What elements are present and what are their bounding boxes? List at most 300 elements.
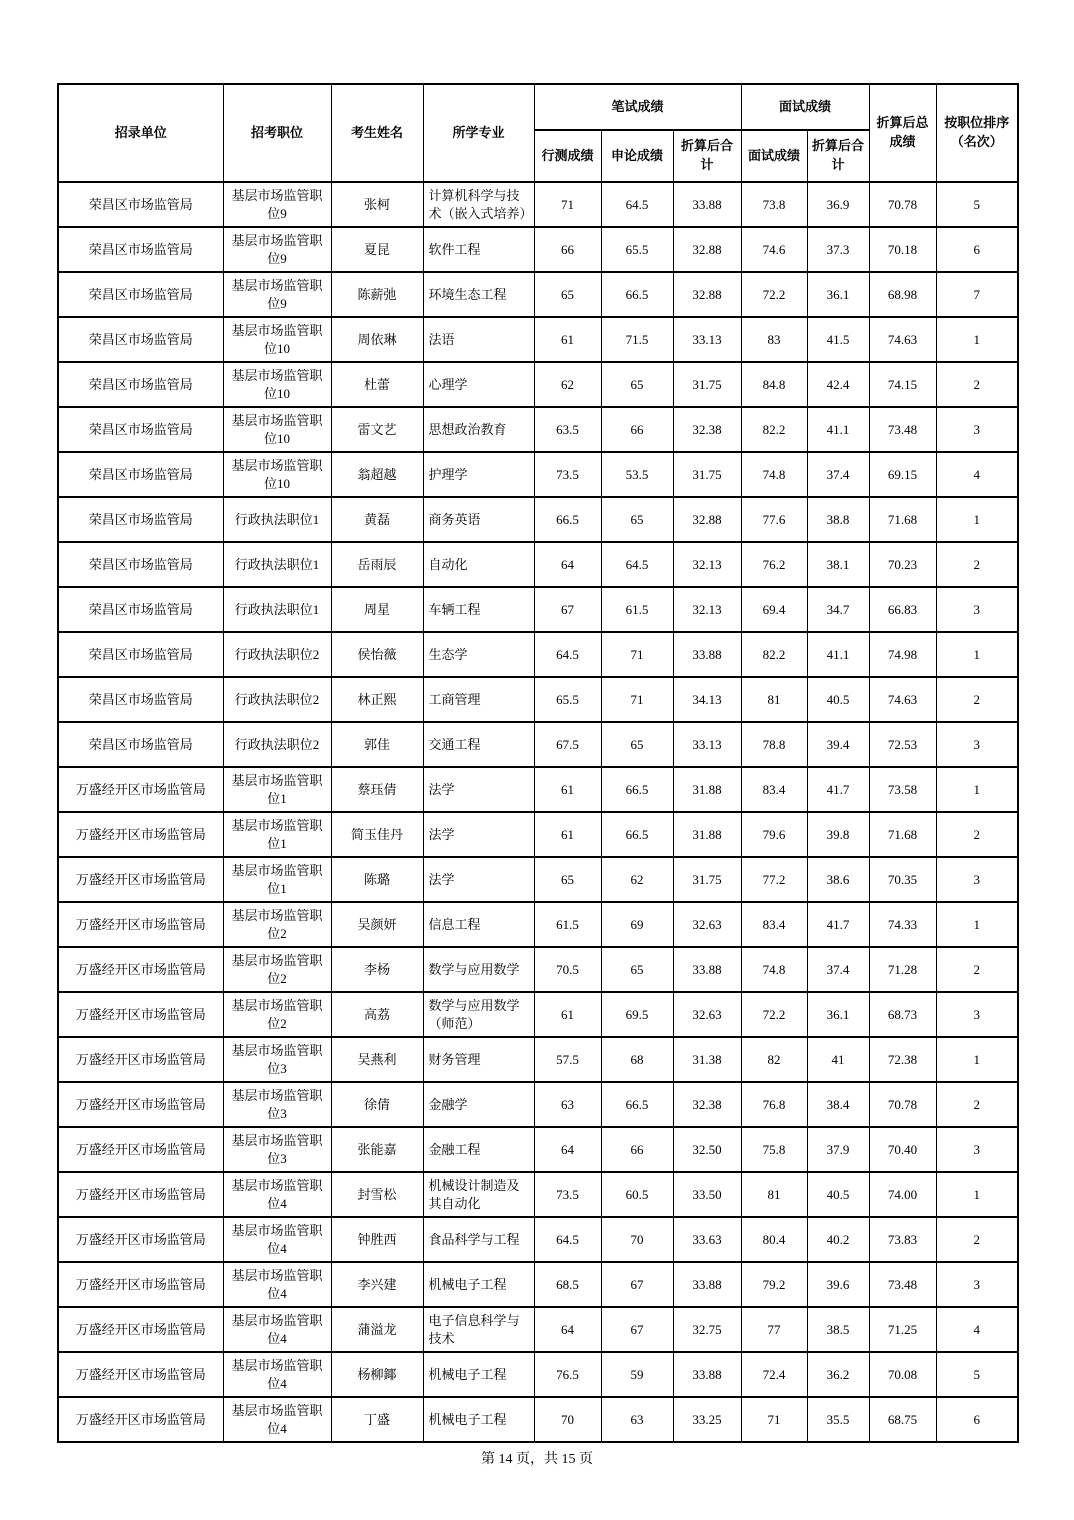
cell-total-score: 73.48	[869, 1262, 936, 1307]
cell-interview-score: 79.6	[741, 812, 807, 857]
cell-rank: 2	[936, 542, 1018, 587]
cell-candidate-name: 蔡珏倩	[331, 767, 423, 812]
cell-unit: 荣昌区市场监管局	[58, 587, 223, 632]
cell-total-score: 71.25	[869, 1307, 936, 1352]
cell-major: 计算机科学与技术（嵌入式培养）	[423, 182, 534, 227]
cell-rank: 7	[936, 272, 1018, 317]
cell-written-converted: 32.88	[673, 497, 741, 542]
table-row	[58, 182, 1018, 227]
cell-total-score: 72.38	[869, 1037, 936, 1082]
cell-shenlun-score: 67	[601, 1262, 673, 1307]
cell-position: 基层市场监管职位2	[223, 992, 331, 1037]
cell-shenlun-score: 61.5	[601, 587, 673, 632]
cell-unit: 万盛经开区市场监管局	[58, 857, 223, 902]
cell-position: 基层市场监管职位10	[223, 407, 331, 452]
cell-candidate-name: 简玉佳丹	[331, 812, 423, 857]
cell-major: 软件工程	[423, 227, 534, 272]
cell-candidate-name: 陈璐	[331, 857, 423, 902]
cell-interview-score: 72.2	[741, 992, 807, 1037]
cell-interview-converted: 41.1	[807, 407, 869, 452]
col-header-candidate-name: 考生姓名	[331, 84, 423, 182]
cell-xingce-score: 66.5	[534, 497, 601, 542]
cell-interview-score: 78.8	[741, 722, 807, 767]
cell-shenlun-score: 71.5	[601, 317, 673, 362]
table-row	[58, 722, 1018, 767]
table-row	[58, 227, 1018, 272]
cell-position: 基层市场监管职位3	[223, 1037, 331, 1082]
cell-xingce-score: 67	[534, 587, 601, 632]
cell-interview-score: 79.2	[741, 1262, 807, 1307]
cell-xingce-score: 70	[534, 1397, 601, 1442]
cell-unit: 荣昌区市场监管局	[58, 182, 223, 227]
cell-position: 基层市场监管职位2	[223, 902, 331, 947]
cell-major: 金融学	[423, 1082, 534, 1127]
cell-unit: 荣昌区市场监管局	[58, 407, 223, 452]
table-row	[58, 497, 1018, 542]
cell-interview-score: 77.2	[741, 857, 807, 902]
cell-rank: 2	[936, 362, 1018, 407]
cell-shenlun-score: 64.5	[601, 182, 673, 227]
col-header-shenlun-score: 申论成绩	[601, 130, 673, 182]
cell-unit: 万盛经开区市场监管局	[58, 1172, 223, 1217]
cell-interview-converted: 38.1	[807, 542, 869, 587]
cell-written-converted: 31.75	[673, 362, 741, 407]
cell-major: 工商管理	[423, 677, 534, 722]
cell-candidate-name: 封雪松	[331, 1172, 423, 1217]
cell-candidate-name: 黄磊	[331, 497, 423, 542]
cell-position: 基层市场监管职位3	[223, 1082, 331, 1127]
cell-written-converted: 33.88	[673, 1352, 741, 1397]
table-header	[58, 84, 1018, 182]
cell-shenlun-score: 65	[601, 947, 673, 992]
table-row	[58, 587, 1018, 632]
cell-shenlun-score: 65.5	[601, 227, 673, 272]
cell-position: 行政执法职位1	[223, 587, 331, 632]
table-row	[58, 1082, 1018, 1127]
cell-interview-converted: 40.5	[807, 1172, 869, 1217]
cell-interview-converted: 40.2	[807, 1217, 869, 1262]
cell-unit: 万盛经开区市场监管局	[58, 902, 223, 947]
col-group-interview-score: 面试成绩	[741, 84, 869, 130]
cell-interview-converted: 37.4	[807, 452, 869, 497]
cell-rank: 3	[936, 587, 1018, 632]
cell-total-score: 70.08	[869, 1352, 936, 1397]
cell-unit: 万盛经开区市场监管局	[58, 1127, 223, 1172]
cell-xingce-score: 73.5	[534, 1172, 601, 1217]
col-header-written-converted: 折算后合计	[673, 130, 741, 182]
col-header-unit: 招录单位	[58, 84, 223, 182]
cell-major: 数学与应用数学（师范）	[423, 992, 534, 1037]
cell-position: 基层市场监管职位4	[223, 1352, 331, 1397]
cell-candidate-name: 周星	[331, 587, 423, 632]
cell-interview-converted: 41.7	[807, 767, 869, 812]
cell-interview-converted: 39.4	[807, 722, 869, 767]
cell-candidate-name: 李兴建	[331, 1262, 423, 1307]
table-row	[58, 812, 1018, 857]
cell-rank: 4	[936, 1307, 1018, 1352]
cell-total-score: 68.98	[869, 272, 936, 317]
cell-interview-converted: 41.1	[807, 632, 869, 677]
cell-interview-score: 76.2	[741, 542, 807, 587]
table-row	[58, 542, 1018, 587]
cell-total-score: 71.68	[869, 812, 936, 857]
cell-written-converted: 33.13	[673, 722, 741, 767]
cell-interview-score: 82	[741, 1037, 807, 1082]
cell-unit: 荣昌区市场监管局	[58, 227, 223, 272]
cell-written-converted: 32.75	[673, 1307, 741, 1352]
table-row	[58, 272, 1018, 317]
score-table	[57, 83, 1019, 1443]
cell-position: 基层市场监管职位2	[223, 947, 331, 992]
cell-unit: 荣昌区市场监管局	[58, 632, 223, 677]
cell-candidate-name: 蒲溢龙	[331, 1307, 423, 1352]
cell-position: 基层市场监管职位4	[223, 1172, 331, 1217]
page-number-footer: 第 14 页，共 15 页	[481, 1452, 593, 1467]
cell-total-score: 70.23	[869, 542, 936, 587]
cell-interview-score: 77.6	[741, 497, 807, 542]
cell-interview-converted: 39.6	[807, 1262, 869, 1307]
cell-interview-converted: 36.1	[807, 272, 869, 317]
cell-total-score: 70.78	[869, 182, 936, 227]
cell-position: 行政执法职位2	[223, 632, 331, 677]
cell-interview-score: 74.6	[741, 227, 807, 272]
cell-candidate-name: 吴燕利	[331, 1037, 423, 1082]
cell-unit: 荣昌区市场监管局	[58, 722, 223, 767]
cell-interview-converted: 34.7	[807, 587, 869, 632]
cell-interview-score: 81	[741, 677, 807, 722]
cell-major: 信息工程	[423, 902, 534, 947]
cell-shenlun-score: 62	[601, 857, 673, 902]
cell-major: 环境生态工程	[423, 272, 534, 317]
cell-rank: 1	[936, 767, 1018, 812]
cell-interview-score: 76.8	[741, 1082, 807, 1127]
cell-total-score: 68.73	[869, 992, 936, 1037]
cell-interview-score: 71	[741, 1397, 807, 1442]
cell-major: 机械电子工程	[423, 1397, 534, 1442]
cell-major: 思想政治教育	[423, 407, 534, 452]
table-row	[58, 902, 1018, 947]
cell-interview-converted: 36.1	[807, 992, 869, 1037]
cell-total-score: 71.28	[869, 947, 936, 992]
cell-interview-score: 83	[741, 317, 807, 362]
cell-shenlun-score: 64.5	[601, 542, 673, 587]
cell-unit: 荣昌区市场监管局	[58, 677, 223, 722]
cell-interview-score: 81	[741, 1172, 807, 1217]
cell-rank: 1	[936, 1037, 1018, 1082]
cell-written-converted: 34.13	[673, 677, 741, 722]
cell-written-converted: 32.63	[673, 902, 741, 947]
cell-xingce-score: 73.5	[534, 452, 601, 497]
cell-unit: 荣昌区市场监管局	[58, 497, 223, 542]
cell-unit: 万盛经开区市场监管局	[58, 1217, 223, 1262]
cell-unit: 万盛经开区市场监管局	[58, 1307, 223, 1352]
cell-interview-converted: 38.8	[807, 497, 869, 542]
cell-written-converted: 32.63	[673, 992, 741, 1037]
cell-total-score: 74.98	[869, 632, 936, 677]
cell-position: 基层市场监管职位4	[223, 1307, 331, 1352]
cell-total-score: 70.18	[869, 227, 936, 272]
cell-interview-converted: 38.5	[807, 1307, 869, 1352]
cell-candidate-name: 李杨	[331, 947, 423, 992]
cell-interview-converted: 37.9	[807, 1127, 869, 1172]
cell-major: 法语	[423, 317, 534, 362]
table-row	[58, 1037, 1018, 1082]
cell-xingce-score: 76.5	[534, 1352, 601, 1397]
cell-candidate-name: 岳雨辰	[331, 542, 423, 587]
cell-major: 心理学	[423, 362, 534, 407]
cell-written-converted: 31.75	[673, 857, 741, 902]
cell-position: 基层市场监管职位4	[223, 1262, 331, 1307]
cell-written-converted: 31.75	[673, 452, 741, 497]
cell-interview-converted: 41	[807, 1037, 869, 1082]
table-row	[58, 362, 1018, 407]
cell-written-converted: 32.88	[673, 227, 741, 272]
cell-position: 行政执法职位1	[223, 542, 331, 587]
cell-shenlun-score: 66	[601, 407, 673, 452]
cell-interview-score: 74.8	[741, 947, 807, 992]
cell-unit: 万盛经开区市场监管局	[58, 1037, 223, 1082]
cell-rank: 2	[936, 677, 1018, 722]
cell-interview-score: 77	[741, 1307, 807, 1352]
cell-xingce-score: 63.5	[534, 407, 601, 452]
cell-shenlun-score: 69	[601, 902, 673, 947]
cell-major: 食品科学与工程	[423, 1217, 534, 1262]
cell-total-score: 73.83	[869, 1217, 936, 1262]
cell-written-converted: 32.50	[673, 1127, 741, 1172]
cell-major: 护理学	[423, 452, 534, 497]
cell-interview-score: 82.2	[741, 632, 807, 677]
cell-unit: 荣昌区市场监管局	[58, 362, 223, 407]
table-row	[58, 1307, 1018, 1352]
cell-written-converted: 32.88	[673, 272, 741, 317]
cell-written-converted: 31.38	[673, 1037, 741, 1082]
cell-rank: 3	[936, 722, 1018, 767]
cell-xingce-score: 65	[534, 857, 601, 902]
cell-unit: 万盛经开区市场监管局	[58, 1397, 223, 1442]
cell-xingce-score: 61	[534, 992, 601, 1037]
cell-candidate-name: 陈薪弛	[331, 272, 423, 317]
cell-written-converted: 33.50	[673, 1172, 741, 1217]
cell-interview-converted: 41.5	[807, 317, 869, 362]
cell-interview-score: 75.8	[741, 1127, 807, 1172]
cell-total-score: 74.15	[869, 362, 936, 407]
cell-candidate-name: 徐倩	[331, 1082, 423, 1127]
cell-rank: 3	[936, 1262, 1018, 1307]
cell-major: 车辆工程	[423, 587, 534, 632]
cell-position: 基层市场监管职位9	[223, 227, 331, 272]
cell-written-converted: 33.88	[673, 1262, 741, 1307]
cell-unit: 荣昌区市场监管局	[58, 272, 223, 317]
cell-interview-score: 80.4	[741, 1217, 807, 1262]
cell-interview-converted: 42.4	[807, 362, 869, 407]
cell-xingce-score: 61	[534, 767, 601, 812]
cell-unit: 荣昌区市场监管局	[58, 317, 223, 362]
cell-position: 行政执法职位1	[223, 497, 331, 542]
cell-major: 财务管理	[423, 1037, 534, 1082]
cell-shenlun-score: 66.5	[601, 812, 673, 857]
cell-rank: 3	[936, 1127, 1018, 1172]
cell-written-converted: 33.88	[673, 182, 741, 227]
cell-total-score: 71.68	[869, 497, 936, 542]
cell-interview-converted: 36.9	[807, 182, 869, 227]
cell-rank: 2	[936, 1217, 1018, 1262]
cell-position: 基层市场监管职位9	[223, 272, 331, 317]
cell-total-score: 73.48	[869, 407, 936, 452]
cell-rank: 1	[936, 1172, 1018, 1217]
cell-written-converted: 32.13	[673, 542, 741, 587]
cell-candidate-name: 杨柳鎁	[331, 1352, 423, 1397]
cell-rank: 5	[936, 182, 1018, 227]
table-row	[58, 677, 1018, 722]
cell-candidate-name: 丁盛	[331, 1397, 423, 1442]
cell-rank: 2	[936, 947, 1018, 992]
table-row	[58, 632, 1018, 677]
cell-xingce-score: 65	[534, 272, 601, 317]
cell-interview-score: 69.4	[741, 587, 807, 632]
cell-shenlun-score: 66.5	[601, 767, 673, 812]
cell-candidate-name: 郭佳	[331, 722, 423, 767]
cell-major: 生态学	[423, 632, 534, 677]
cell-major: 法学	[423, 812, 534, 857]
cell-xingce-score: 68.5	[534, 1262, 601, 1307]
table-row	[58, 1262, 1018, 1307]
cell-written-converted: 31.88	[673, 767, 741, 812]
cell-rank: 5	[936, 1352, 1018, 1397]
cell-xingce-score: 61	[534, 317, 601, 362]
cell-major: 机械电子工程	[423, 1262, 534, 1307]
table-row	[58, 1352, 1018, 1397]
cell-candidate-name: 杜蕾	[331, 362, 423, 407]
table-row	[58, 452, 1018, 497]
col-header-total-score: 折算后总成绩	[869, 84, 936, 182]
cell-interview-converted: 37.4	[807, 947, 869, 992]
cell-position: 基层市场监管职位10	[223, 362, 331, 407]
cell-major: 数学与应用数学	[423, 947, 534, 992]
table-body	[58, 182, 1018, 1442]
cell-rank: 2	[936, 1082, 1018, 1127]
table-row	[58, 947, 1018, 992]
cell-xingce-score: 67.5	[534, 722, 601, 767]
cell-xingce-score: 62	[534, 362, 601, 407]
cell-interview-score: 72.4	[741, 1352, 807, 1397]
cell-rank: 1	[936, 317, 1018, 362]
table-row	[58, 992, 1018, 1037]
cell-unit: 万盛经开区市场监管局	[58, 767, 223, 812]
cell-position: 基层市场监管职位10	[223, 317, 331, 362]
cell-written-converted: 32.38	[673, 1082, 741, 1127]
cell-position: 基层市场监管职位10	[223, 452, 331, 497]
cell-interview-score: 82.2	[741, 407, 807, 452]
cell-written-converted: 33.63	[673, 1217, 741, 1262]
cell-interview-score: 83.4	[741, 902, 807, 947]
cell-position: 行政执法职位2	[223, 722, 331, 767]
cell-position: 基层市场监管职位1	[223, 857, 331, 902]
cell-rank: 4	[936, 452, 1018, 497]
cell-total-score: 70.40	[869, 1127, 936, 1172]
cell-rank: 1	[936, 632, 1018, 677]
cell-rank: 1	[936, 902, 1018, 947]
cell-xingce-score: 71	[534, 182, 601, 227]
cell-interview-score: 73.8	[741, 182, 807, 227]
cell-candidate-name: 夏昆	[331, 227, 423, 272]
cell-shenlun-score: 70	[601, 1217, 673, 1262]
cell-xingce-score: 66	[534, 227, 601, 272]
cell-position: 基层市场监管职位9	[223, 182, 331, 227]
cell-interview-converted: 35.5	[807, 1397, 869, 1442]
cell-interview-converted: 41.7	[807, 902, 869, 947]
cell-written-converted: 33.25	[673, 1397, 741, 1442]
cell-total-score: 70.78	[869, 1082, 936, 1127]
cell-candidate-name: 张能嘉	[331, 1127, 423, 1172]
cell-xingce-score: 64	[534, 1307, 601, 1352]
cell-interview-converted: 38.6	[807, 857, 869, 902]
cell-xingce-score: 61.5	[534, 902, 601, 947]
cell-position: 行政执法职位2	[223, 677, 331, 722]
cell-shenlun-score: 59	[601, 1352, 673, 1397]
cell-interview-converted: 36.2	[807, 1352, 869, 1397]
cell-rank: 6	[936, 1397, 1018, 1442]
cell-written-converted: 31.88	[673, 812, 741, 857]
table-row	[58, 1172, 1018, 1217]
cell-shenlun-score: 68	[601, 1037, 673, 1082]
cell-shenlun-score: 60.5	[601, 1172, 673, 1217]
cell-interview-converted: 37.3	[807, 227, 869, 272]
col-group-written-score: 笔试成绩	[534, 84, 741, 130]
cell-position: 基层市场监管职位1	[223, 812, 331, 857]
cell-interview-score: 74.8	[741, 452, 807, 497]
cell-position: 基层市场监管职位4	[223, 1397, 331, 1442]
cell-major: 法学	[423, 767, 534, 812]
table-row	[58, 1217, 1018, 1262]
cell-candidate-name: 周依琳	[331, 317, 423, 362]
cell-position: 基层市场监管职位3	[223, 1127, 331, 1172]
cell-shenlun-score: 66.5	[601, 1082, 673, 1127]
cell-shenlun-score: 65	[601, 497, 673, 542]
table-row	[58, 1397, 1018, 1442]
cell-xingce-score: 70.5	[534, 947, 601, 992]
cell-interview-score: 83.4	[741, 767, 807, 812]
cell-major: 自动化	[423, 542, 534, 587]
cell-position: 基层市场监管职位4	[223, 1217, 331, 1262]
cell-shenlun-score: 53.5	[601, 452, 673, 497]
cell-candidate-name: 侯怡薇	[331, 632, 423, 677]
cell-shenlun-score: 67	[601, 1307, 673, 1352]
cell-candidate-name: 吴颜妍	[331, 902, 423, 947]
cell-total-score: 73.58	[869, 767, 936, 812]
cell-xingce-score: 57.5	[534, 1037, 601, 1082]
cell-total-score: 66.83	[869, 587, 936, 632]
cell-shenlun-score: 65	[601, 362, 673, 407]
cell-shenlun-score: 66.5	[601, 272, 673, 317]
cell-candidate-name: 钟胜西	[331, 1217, 423, 1262]
cell-xingce-score: 61	[534, 812, 601, 857]
cell-interview-score: 72.2	[741, 272, 807, 317]
cell-major: 机械电子工程	[423, 1352, 534, 1397]
table-row	[58, 857, 1018, 902]
cell-unit: 荣昌区市场监管局	[58, 542, 223, 587]
col-header-xingce-score: 行测成绩	[534, 130, 601, 182]
header-row-groups	[58, 84, 1018, 130]
cell-xingce-score: 64	[534, 542, 601, 587]
col-header-rank: 按职位排序（名次）	[936, 84, 1018, 182]
cell-shenlun-score: 66	[601, 1127, 673, 1172]
cell-interview-converted: 39.8	[807, 812, 869, 857]
cell-major: 电子信息科学与技术	[423, 1307, 534, 1352]
cell-major: 法学	[423, 857, 534, 902]
cell-total-score: 72.53	[869, 722, 936, 767]
cell-unit: 荣昌区市场监管局	[58, 452, 223, 497]
cell-unit: 万盛经开区市场监管局	[58, 1352, 223, 1397]
